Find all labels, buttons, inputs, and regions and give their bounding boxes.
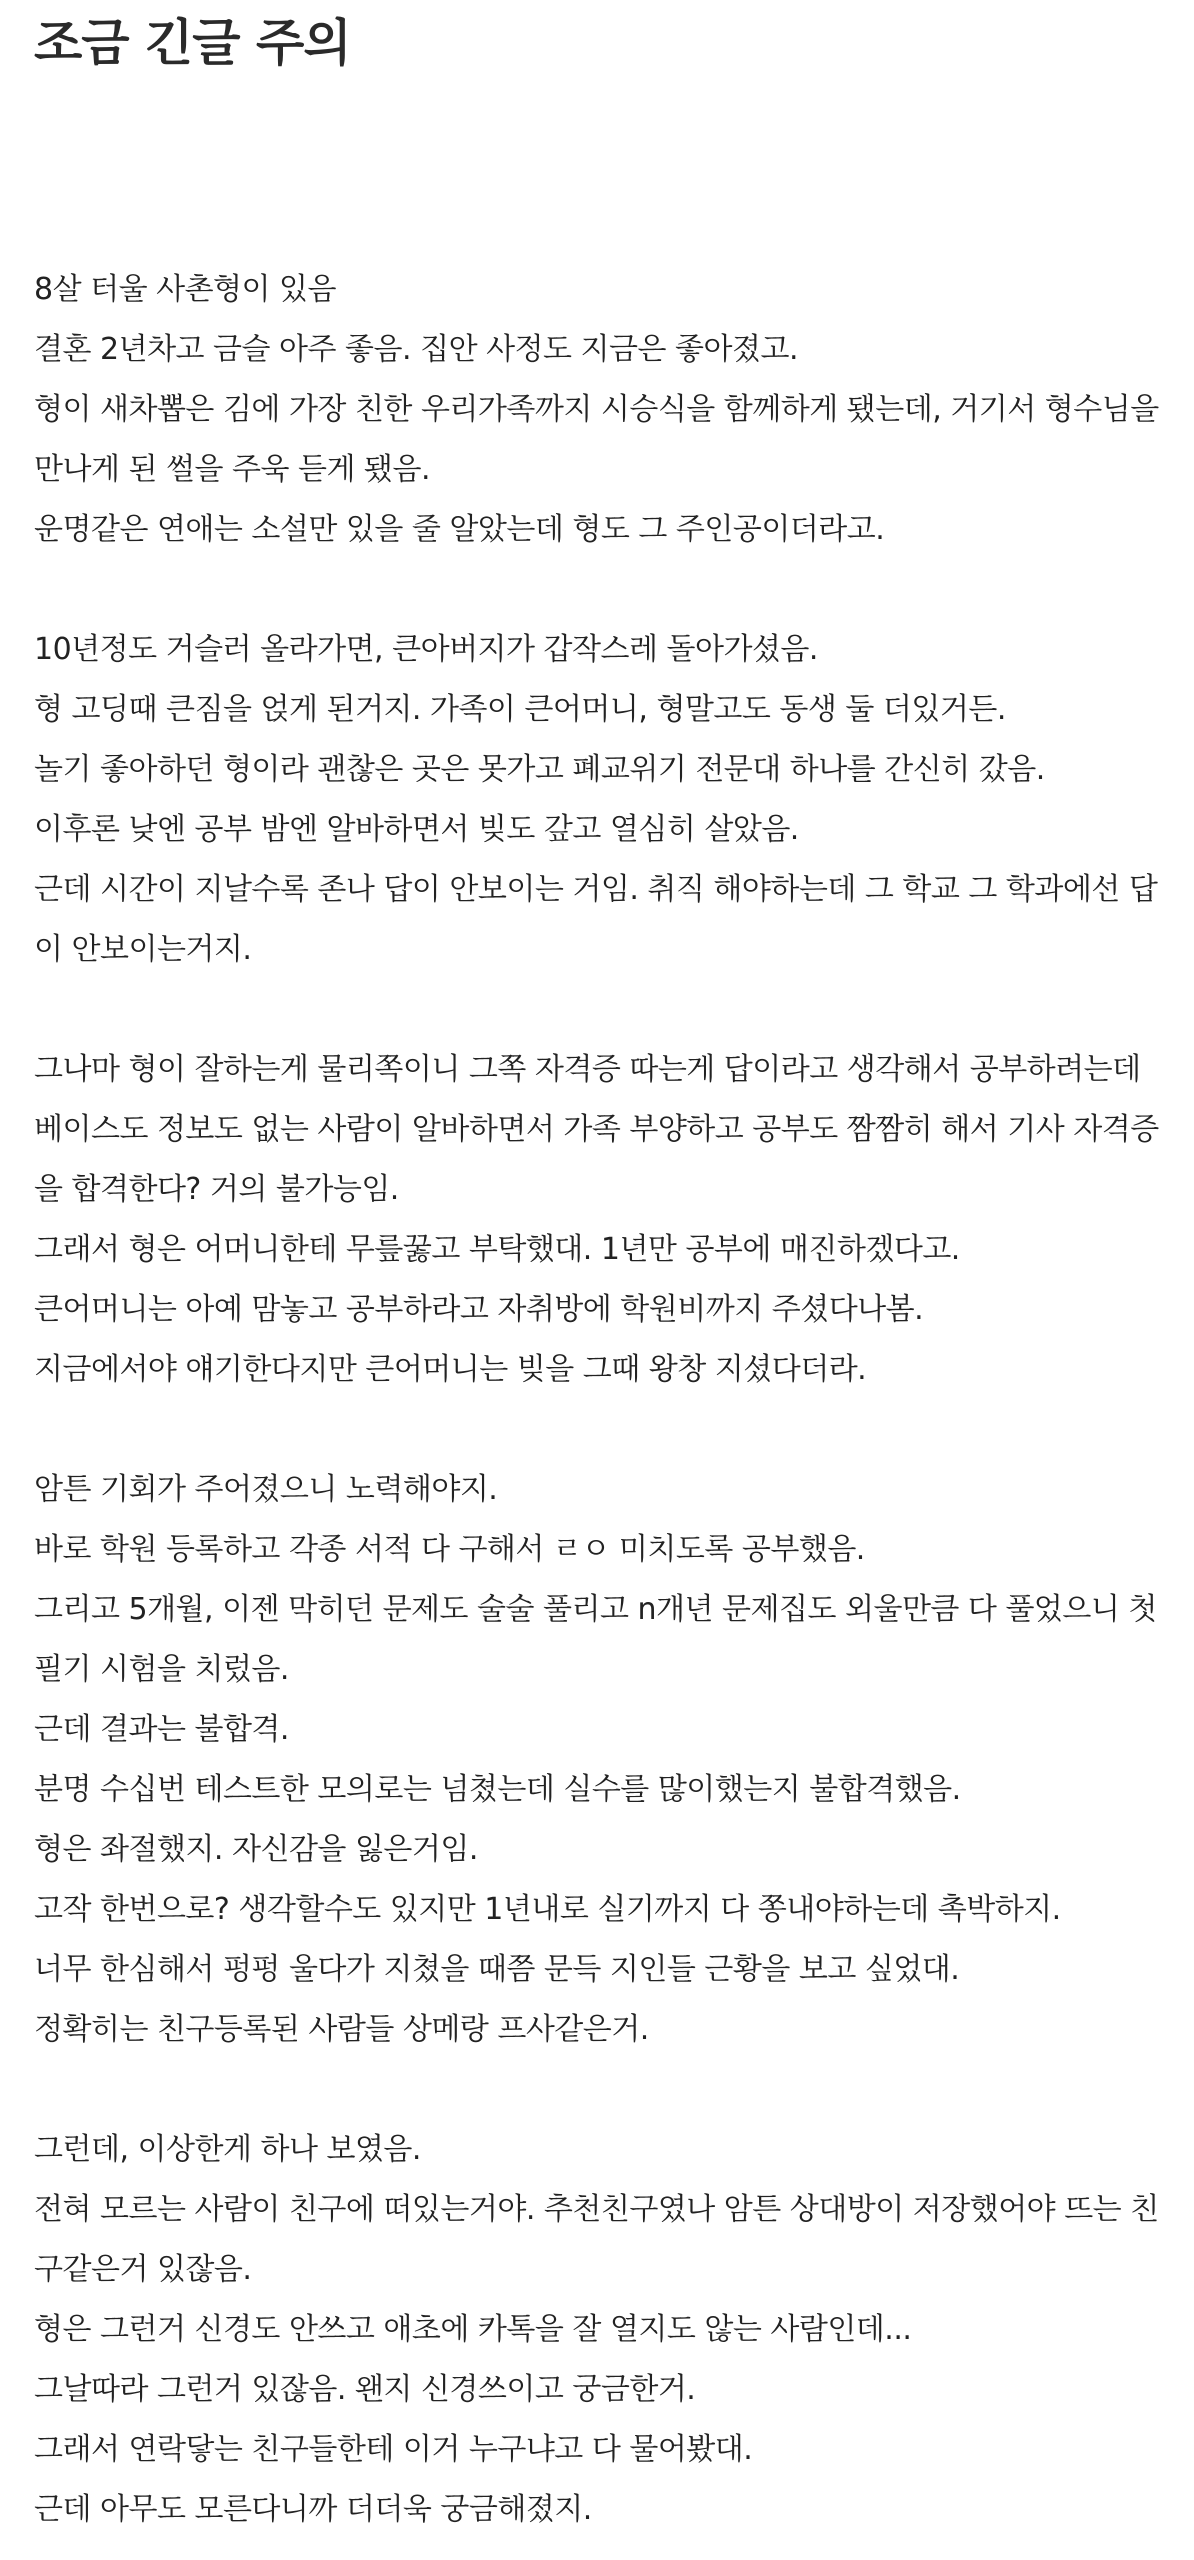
text-line: 지금에서야 얘기한다지만 큰어머니는 빚을 그때 왕창 지셨다더라. (34, 1352, 867, 1387)
paragraph (34, 260, 1160, 560)
paragraph (34, 1460, 1160, 2060)
post-body (34, 260, 1160, 2540)
text-line: 너무 한심해서 펑펑 울다가 지쳤을 때쯤 문득 지인들 근황을 보고 싶었대. (34, 1952, 960, 1987)
text-line: 이 안보이는거지. (34, 932, 252, 967)
text-line: 그래서 연락닿는 친구들한테 이거 누구냐고 다 물어봤대. (34, 2432, 753, 2467)
text-line: 구같은거 있잖음. (34, 2252, 252, 2287)
text-line: 10년정도 거슬러 올라가면, 큰아버지가 갑작스레 돌아가셨음. (34, 632, 818, 667)
text-line: 근데 결과는 불합격. (34, 1712, 289, 1747)
paragraph (34, 1040, 1160, 1400)
text-line: 그래서 형은 어머니한테 무릎꿇고 부탁했대. 1년만 공부에 매진하겠다고. (34, 1232, 960, 1267)
text-line: 전혀 모르는 사람이 친구에 떠있는거야. 추천친구였나 암튼 상대방이 저장했어야 뜨는 친 (34, 2192, 1159, 2227)
text-line: 그날따라 그런거 있잖음. 왠지 신경쓰이고 궁금한거. (34, 2372, 696, 2407)
text-line: 분명 수십번 테스트한 모의로는 넘쳤는데 실수를 많이했는지 불합격했음. (34, 1772, 961, 1807)
text-line: 큰어머니는 아예 맘놓고 공부하라고 자취방에 학원비까지 주셨다나봄. (34, 1292, 924, 1327)
text-line: 형이 새차뽑은 김에 가장 친한 우리가족까지 시승식을 함께하게 됐는데, 거기서 형수님을 (34, 392, 1159, 427)
paragraph (34, 620, 1160, 980)
text-line: 8살 터울 사촌형이 있음 (34, 272, 337, 307)
text-line: 고작 한번으로? 생각할수도 있지만 1년내로 실기까지 다 쫑내야하는데 촉박하지. (34, 1892, 1061, 1927)
text-line: 만나게 된 썰을 주욱 듣게 됐음. (34, 452, 430, 487)
text-line: 정확히는 친구등록된 사람들 상메랑 프사같은거. (34, 2012, 649, 2047)
paragraph-gap (34, 560, 1160, 620)
text-line: 결혼 2년차고 금슬 아주 좋음. 집안 사정도 지금은 좋아졌고. (34, 332, 798, 367)
paragraph-gap (34, 980, 1160, 1040)
paragraph-gap (34, 2060, 1160, 2120)
text-line: 암튼 기회가 주어졌으니 노력해야지. (34, 1472, 498, 1507)
post-title: 조금 긴글 주의 (34, 14, 351, 72)
paragraph (34, 2120, 1160, 2540)
text-line: 운명같은 연애는 소설만 있을 줄 알았는데 형도 그 주인공이더라고. (34, 512, 885, 547)
text-line: 바로 학원 등록하고 각종 서적 다 구해서 ㄹㅇ 미치도록 공부했음. (34, 1532, 865, 1567)
text-line: 형은 그런거 신경도 안쓰고 애초에 카톡을 잘 열지도 않는 사람인데... (34, 2312, 912, 2347)
text-line: 놀기 좋아하던 형이라 괜찮은 곳은 못가고 폐교위기 전문대 하나를 간신히 갔음. (34, 752, 1045, 787)
text-line: 형 고딩때 큰짐을 얹게 된거지. 가족이 큰어머니, 형말고도 동생 둘 더있거든. (34, 692, 1006, 727)
text-line: 을 합격한다? 거의 불가능임. (34, 1172, 399, 1207)
text-line: 형은 좌절했지. 자신감을 잃은거임. (34, 1832, 478, 1867)
text-line: 근데 시간이 지날수록 존나 답이 안보이는 거임. 취직 해야하는데 그 학교 그 학과에선 답 (34, 872, 1158, 907)
text-line: 필기 시험을 치렀음. (34, 1652, 289, 1687)
text-line: 그런데, 이상한게 하나 보였음. (34, 2132, 421, 2167)
text-line: 베이스도 정보도 없는 사람이 알바하면서 가족 부양하고 공부도 짬짬히 해서 기사 자격증 (34, 1112, 1159, 1147)
text-line: 그리고 5개월, 이젠 막히던 문제도 술술 풀리고 n개년 문제집도 외울만큼 다 풀었으니 첫 (34, 1592, 1157, 1627)
text-line: 이후론 낮엔 공부 밤엔 알바하면서 빚도 갚고 열심히 살았음. (34, 812, 799, 847)
text-line: 근데 아무도 모른다니까 더더욱 궁금해졌지. (34, 2492, 592, 2527)
paragraph-gap (34, 1400, 1160, 1460)
text-line: 그나마 형이 잘하는게 물리쪽이니 그쪽 자격증 따는게 답이라고 생각해서 공부하려는데 (34, 1052, 1141, 1087)
